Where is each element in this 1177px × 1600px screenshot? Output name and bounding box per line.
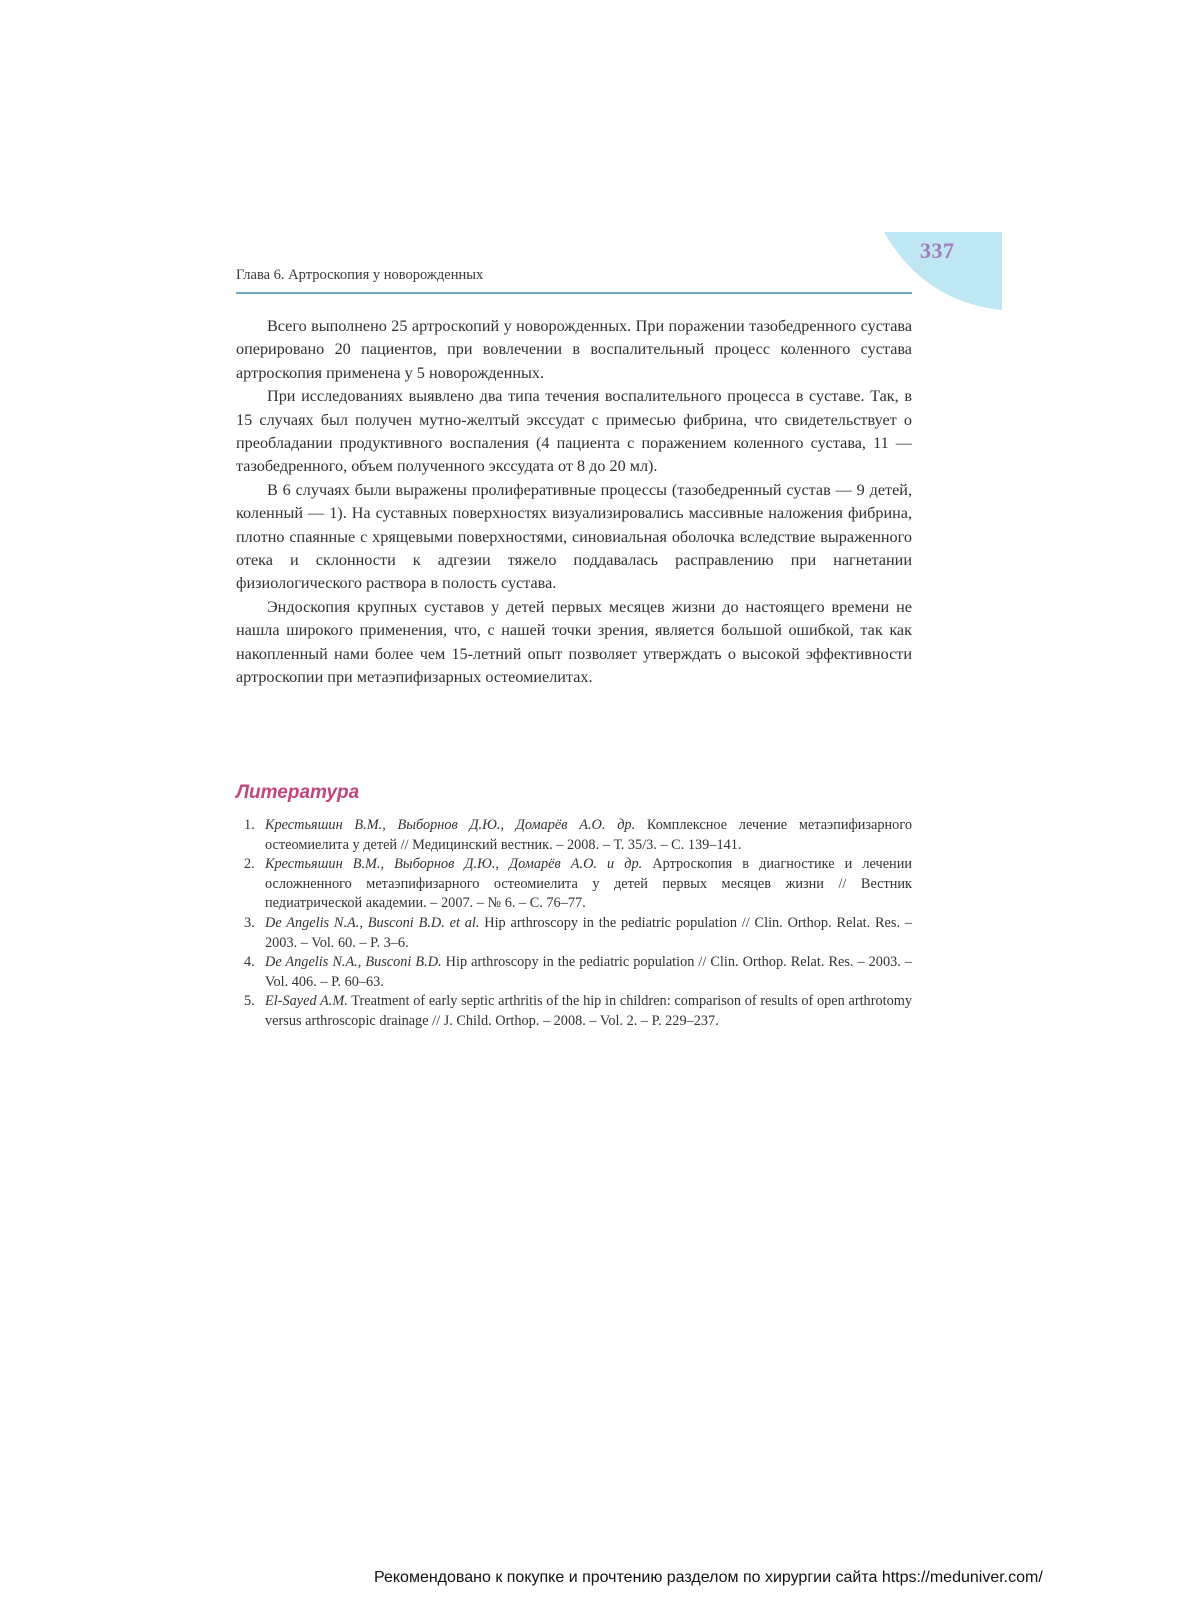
paragraph: При исследованиях выявлено два типа течения воспалительного процесса в суставе. Так, в 15 случаях был получен мутно-желтый экссудат с примесью фибрина, что свидетельствует о преобладании продуктивного воспаления (4 пациента с поражением коленного сустава, 11 — тазобедренного, объем полученного экссудата от 8 до 20 мл). bbox=[236, 387, 912, 476]
reference-text: Комплексное лечение метаэпифизарного остеомиелита у детей // Медицинский вестник. – 2008. – Т. 35/3. – С. 139–141. bbox=[265, 817, 912, 853]
reference-number: 5. bbox=[244, 993, 255, 1010]
reference-number: 4. bbox=[244, 954, 255, 971]
reference-authors: De Angelis N.A., Busconi B.D. bbox=[265, 954, 442, 971]
reference-item bbox=[244, 855, 912, 914]
reference-list bbox=[244, 816, 912, 1032]
reference-number: 2. bbox=[244, 856, 255, 873]
paragraph: Всего выполнено 25 артроскопий у новорожденных. При поражении тазобедренного сустава оперировано 20 пациентов, при вовлечении в воспалительный процесс коленного сустава артроскопия применена у 5 новорожденных. bbox=[236, 317, 912, 382]
reference-authors: Крестьяшин В.М., Выборнов Д.Ю., Домарёв А.О. др. bbox=[265, 817, 636, 833]
reference-number: 1. bbox=[244, 817, 255, 833]
page-number: 337 bbox=[920, 238, 955, 263]
reference-text: Hip arthroscopy in the pediatric population // Clin. Orthop. Relat. Res. – 2003. – Vol. 406. – P. 60–63. bbox=[265, 954, 912, 990]
reference-authors: De Angelis N.A., Busconi B.D. et al. bbox=[265, 914, 480, 931]
reference-text: Treatment of early septic arthritis of the hip in children: comparison of results of open arthrotomy versus arthroscopic drainage // J. Child. Orthop. – 2008. – Vol. 2. – P. 229–237. bbox=[265, 993, 912, 1029]
reference-number: 3. bbox=[244, 914, 255, 931]
footer-note: Рекомендовано к покупке и прочтению разделом по хирургии сайта https://meduniver.com/ bbox=[374, 1569, 1043, 1586]
reference-item bbox=[244, 816, 912, 855]
running-head: Глава 6. Артроскопия у новорожденных bbox=[236, 267, 484, 283]
paragraph: Эндоскопия крупных суставов у детей первых месяцев жизни до настоящего времени не нашла широкого применения, что, с нашей точки зрения, является большой ошибкой, так как накопленный нами более чем 15-летний опыт позволяет утверждать о высокой эффективности артроскопии при метаэпифизарных остеомиелитах. bbox=[236, 597, 912, 687]
reference-text: Артроскопия в диагностике и лечении осложненного метаэпифизарного остеомиелита у детей первых месяцев жизни // Вестник педиатрической академии. – 2007. – № 6. – С. 76–77. bbox=[265, 856, 912, 912]
body-text bbox=[236, 315, 912, 690]
reference-item bbox=[244, 953, 912, 992]
reference-text: Hip arthroscopy in the pediatric population // Clin. Orthop. Relat. Res. – 2003. – Vol. 60. – P. 3–6. bbox=[265, 914, 912, 951]
reference-authors: Крестьяшин В.М., Выборнов Д.Ю., Домарёв А.О. и др. bbox=[265, 856, 643, 873]
reference-authors: El-Sayed A.M. bbox=[265, 993, 348, 1010]
header-rule bbox=[236, 292, 912, 294]
reference-item bbox=[244, 914, 912, 953]
literature-heading: Литература bbox=[236, 782, 360, 803]
paragraph: В 6 случаях были выражены пролиферативные процессы (тазобедренный сустав — 9 детей, коленный — 1). На суставных поверхностях визуализировались массивные наложения фибрина, плотно спаянные с хрящевыми поверхностями, синовиальная оболочка вследствие выраженного отека и склонности к адгезии тяжело поддавалась расправлению при нагнетании физиологического раствора в полость сустава. bbox=[236, 480, 912, 593]
reference-item bbox=[244, 992, 912, 1031]
